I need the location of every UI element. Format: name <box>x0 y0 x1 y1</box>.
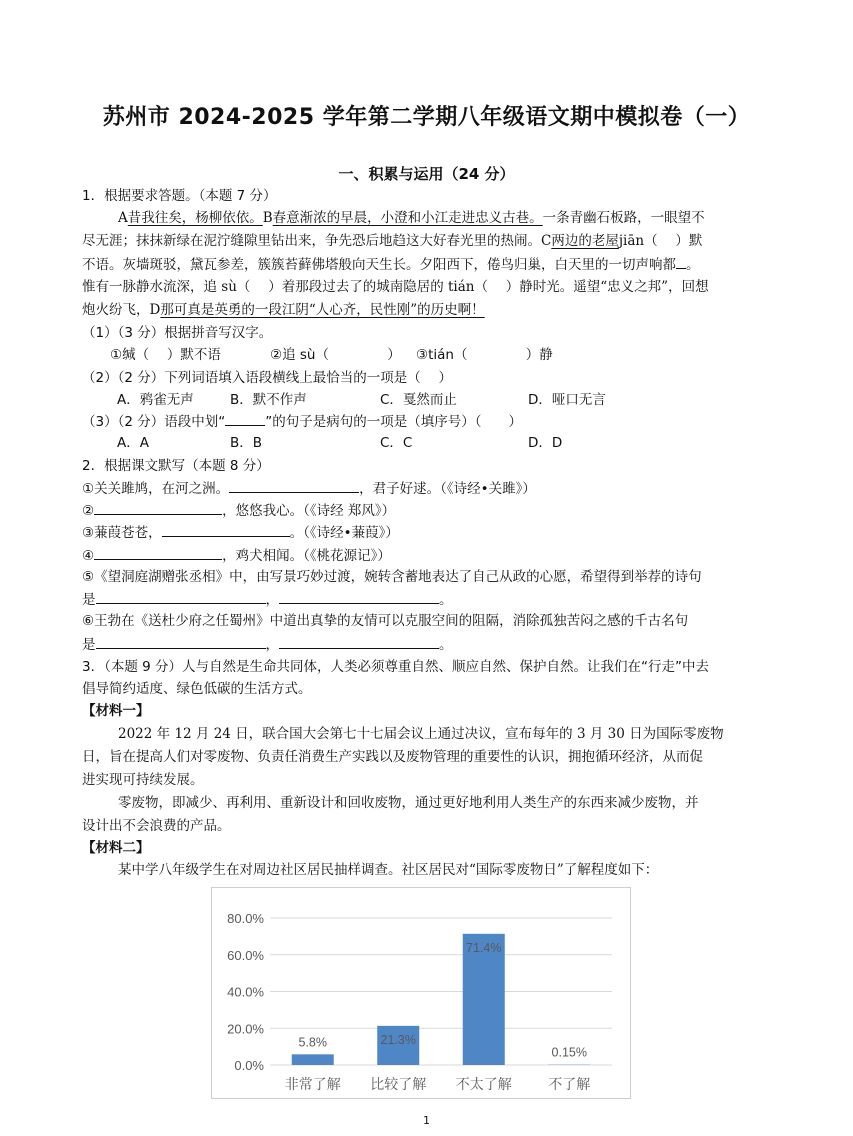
data-label: 21.3% <box>380 1032 416 1047</box>
sentence-d: 那可真是英勇的一段江阴“人心齐，民性刚”的历史啊！ <box>160 302 485 318</box>
q1-passage-line-5: 炮火纷飞，D那可真是英勇的一段江阴“人心齐，民性刚”的历史啊！ <box>82 302 485 318</box>
material-1-line-2: 日，旨在提高人们对零废物、负责任消费生产实践以及废物管理的重要性的认识，拥抱循环经济，从而促 <box>82 749 703 765</box>
awareness-bar-chart <box>211 887 631 1099</box>
answer-blank[interactable] <box>229 478 359 493</box>
y-tick-label: 80.0% <box>227 911 264 926</box>
answer-blank[interactable] <box>162 522 290 537</box>
sub2-option-b: B．默不作声 <box>230 392 307 408</box>
x-tick-label: 比较了解 <box>370 1077 427 1093</box>
q1-passage-line-2: 尽无涯；抹抹新绿在泥泞缝隙里钻出来，争先恐后地趋这大好春光里的热闹。C两边的老屋jiān（ ）默 <box>82 233 703 249</box>
x-tick-label: 非常了解 <box>284 1077 341 1093</box>
section-heading: 一、积累与运用（24 分） <box>338 165 515 183</box>
data-label: 0.15% <box>551 1045 587 1060</box>
q1-passage-line-4: 惟有一脉静水流深，追 sù（ ）着那段过去了的城南隐居的 tián（ ）静时光。遥望“忠义之邦”，回想 <box>82 279 709 295</box>
y-tick-label: 0.0% <box>234 1058 264 1073</box>
y-tick-label: 60.0% <box>227 947 264 963</box>
answer-blank[interactable] <box>94 545 222 560</box>
answer-blank[interactable] <box>96 634 266 649</box>
q1-sub1: （1）（3 分）根据拼音写汉字。 <box>82 325 273 341</box>
y-tick-label: 20.0% <box>227 1021 264 1037</box>
sentence-b: 春意渐浓的早晨，小澄和小江走进忠义古巷。 <box>272 210 543 226</box>
q1-passage-line-1: A昔我往矣，杨柳依依。B春意渐浓的早晨，小澄和小江走进忠义古巷。一条青幽石板路，一眼望不 <box>118 210 705 226</box>
sub3-option-b: B．B <box>230 435 263 451</box>
q1-sub3: （3）（2 分）语段中划“ ”的句子是病句的一项是（填序号）（ ） <box>82 411 522 432</box>
answer-blank[interactable] <box>279 589 439 604</box>
q3-heading: 3．（本题 9 分）人与自然是生命共同体，人类必须尊重自然、顺应自然、保护自然。让我们在“行走”中去 <box>82 659 709 675</box>
answer-blank[interactable] <box>94 500 222 515</box>
sub1-item-1: ①缄（ ）默不语 <box>110 347 221 363</box>
sub2-option-c: C．戛然而止 <box>380 392 457 408</box>
sub2-option-a: A．鸦雀无声 <box>117 392 194 408</box>
sentence-c: 两边的老屋 <box>551 233 619 249</box>
answer-blank[interactable] <box>96 589 266 604</box>
fill-blank[interactable] <box>676 254 686 269</box>
q2-line-2: ② ，悠悠我心。（《诗经 郑风》） <box>82 500 395 521</box>
q2-line-1: ①关关雎鸠，在河之洲。 ，君子好逑。（《诗经•关雎》） <box>82 478 536 499</box>
y-tick-label: 40.0% <box>227 984 264 1000</box>
q2-line-6-answer: 是 ， 。 <box>82 634 453 655</box>
data-label: 71.4% <box>466 940 502 955</box>
material-1-line-4: 零废物，即减少、再利用、重新设计和回收废物，通过更好地利用人类生产的东西来减少废物，并 <box>118 795 699 811</box>
bar <box>292 1054 334 1065</box>
material-1-line-1: 2022 年 12 月 24 日，联合国大会第七十七届会议上通过决议，宣布每年的 3 月 30 日为国际零废物 <box>118 726 724 742</box>
material-2-label: 【材料二】 <box>82 840 150 856</box>
q2-line-6: ⑥王勃在《送杜少府之任蜀州》中道出真挚的友情可以克服空间的阻隔，消除孤独苦闷之感的千古名句 <box>82 613 689 629</box>
sub3-option-a: A．A <box>117 435 149 451</box>
sub2-option-d: D．哑口无言 <box>528 392 606 408</box>
material-1-line-3: 进实现可持续发展。 <box>82 772 204 788</box>
q2-line-3: ③蒹葭苍苍， 。（《诗经•蒹葭》） <box>82 522 399 543</box>
page-number: 1 <box>423 1114 430 1127</box>
chart-svg <box>212 888 630 1098</box>
sub3-option-c: C．C <box>380 435 413 451</box>
q1-passage-line-3: 不语。灰墙斑驳，黛瓦参差，簇簇苔藓佛塔般向天生长。夕阳西下，倦鸟归巢，白天里的一切声响都 。 <box>82 254 700 275</box>
x-tick-label: 不太了解 <box>455 1077 512 1093</box>
sub1-item-3: ③tián（ ）静 <box>416 347 553 363</box>
sub1-item-2: ②追 sù（ ） <box>270 347 401 363</box>
underline-sample <box>225 411 265 426</box>
page-title: 苏州市 2024-2025 学年第二学期八年级语文期中模拟卷（一） <box>102 105 751 130</box>
x-tick-label: 不了解 <box>548 1077 591 1093</box>
sentence-a: 昔我往矣，杨柳依依。 <box>127 210 263 226</box>
q2-heading: 2．根据课文默写（本题 8 分） <box>82 458 270 474</box>
material-1-line-5: 设计出不会浪费的产品。 <box>82 818 231 834</box>
answer-blank[interactable] <box>279 634 439 649</box>
data-label: 5.8% <box>298 1035 327 1050</box>
sub3-option-d: D．D <box>528 435 563 451</box>
q2-line-4: ④ ，鸡犬相闻。（《桃花源记》） <box>82 545 391 566</box>
q1-sub2: （2）（2 分）下列词语填入语段横线上最恰当的一项是（ ） <box>82 370 453 386</box>
material-1-label: 【材料一】 <box>82 703 150 719</box>
q3-heading-2: 倡导简约适度、绿色低碳的生活方式。 <box>82 681 312 697</box>
material-2-line-1: 某中学八年级学生在对周边社区居民抽样调查。社区居民对“国际零废物日”了解程度如下： <box>118 862 659 878</box>
q2-line-5-answer: 是 ， 。 <box>82 589 453 610</box>
q2-line-5: ⑤《望洞庭湖赠张丞相》中，由写景巧妙过渡，婉转含蓄地表达了自己从政的心愿，希望得到举荐的诗句 <box>82 569 702 585</box>
q1-heading: 1．根据要求答题。（本题 7 分） <box>82 188 277 204</box>
